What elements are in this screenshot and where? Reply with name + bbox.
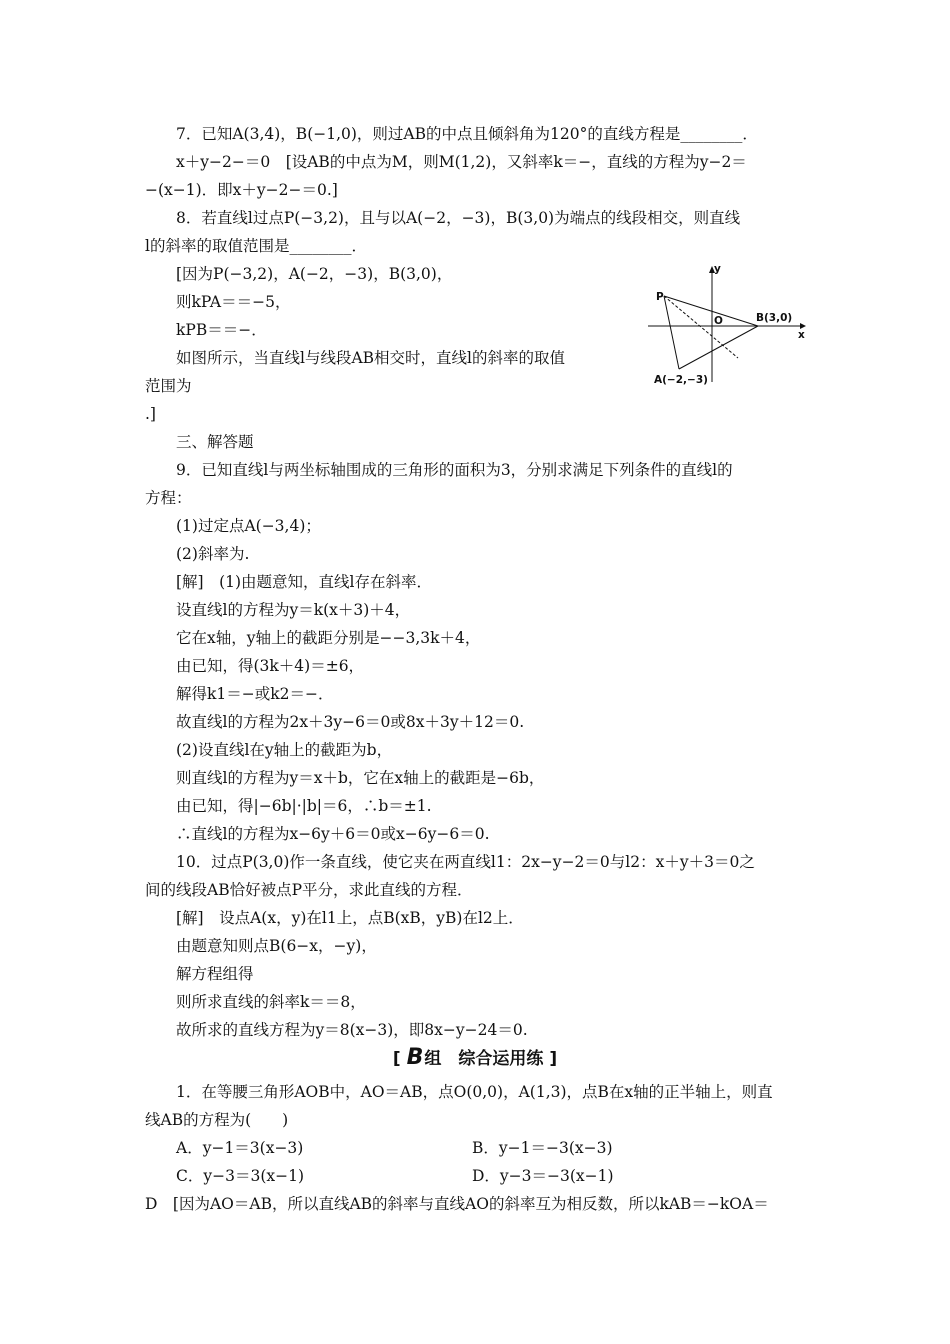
text-line-q8_1: 8．若直线l过点P(−3,2)，且与以A(−2，−3)，B(3,0)为端点的线段相交，则直线 bbox=[176, 209, 741, 227]
text-line-q9_11: (2)设直线l在y轴上的截距为b， bbox=[176, 741, 393, 759]
text-line-b1_1: 1．在等腰三角形AOB中，AO＝AB，点O(0,0)，A(1,3)，点B在x轴的正半轴上，则直 bbox=[176, 1083, 773, 1101]
section-b-heading bbox=[0, 1044, 950, 1070]
label-a: A(−2,−3) bbox=[654, 374, 708, 386]
label-origin: O bbox=[714, 315, 723, 327]
label-y: y bbox=[714, 263, 721, 275]
text-line-q9_13: 由已知，得|−6b|·|b|＝6，∴b＝±1. bbox=[176, 797, 432, 815]
text-line-q9_2: 方程： bbox=[145, 489, 192, 507]
section-title: 组 综合运用练 bbox=[424, 1049, 544, 1069]
option-b: B．y−1＝−3(x−3) bbox=[472, 1139, 613, 1157]
text-line-q9_3: (1)过定点A(−3,4)； bbox=[176, 517, 321, 535]
text-line-q9_5: [解] (1)由题意知，直线l存在斜率． bbox=[176, 573, 433, 591]
text-line-q9_1: 9．已知直线l与两坐标轴围成的三角形的面积为3，分别求满足下列条件的直线l的 bbox=[176, 461, 733, 479]
option-c: C．y−3＝3(x−1) bbox=[176, 1167, 305, 1185]
text-line-b1_2: 线AB的方程为( ) bbox=[145, 1111, 289, 1129]
text-line-q10_7: 故所求的直线方程为y＝8(x−3)，即8x−y−24＝0. bbox=[176, 1021, 528, 1039]
text-line-q8_7: 范围为 bbox=[145, 377, 192, 395]
text-line-q10_3: [解] 设点A(x，y)在l1上，点B(xB，yB)在l2上． bbox=[176, 909, 524, 927]
coordinate-figure bbox=[640, 262, 810, 392]
text-line-q9_7: 它在x轴，y轴上的截距分别是−−3,3k＋4， bbox=[176, 629, 481, 647]
text-line-q9_14: ∴直线l的方程为x−6y＋6＝0或x−6y−6＝0. bbox=[176, 825, 490, 843]
option-a: A．y−1＝3(x−3) bbox=[176, 1139, 304, 1157]
text-line-q8_3: [因为P(−3,2)，A(−2，−3)，B(3,0)， bbox=[176, 265, 453, 283]
segment-pb bbox=[664, 296, 758, 326]
segment-ab bbox=[679, 326, 758, 369]
bracket-open: [ bbox=[392, 1049, 401, 1069]
text-line-q8_6: 如图所示，当直线l与线段AB相交时，直线l的斜率的取值 bbox=[176, 349, 566, 367]
text-line-q10_2: 间的线段AB恰好被点P平分，求此直线的方程． bbox=[145, 881, 473, 899]
text-line-q10_6: 则所求直线的斜率k＝＝8， bbox=[176, 993, 366, 1011]
text-line-q8_5: kPB＝＝−． bbox=[176, 321, 267, 339]
text-line-q9_6: 设直线l的方程为y＝k(x＋3)＋4， bbox=[176, 601, 411, 619]
label-b: B(3,0) bbox=[756, 312, 793, 324]
label-p: P bbox=[656, 291, 664, 303]
text-line-q8_2: l的斜率的取值范围是________． bbox=[145, 237, 367, 255]
text-line-q10_4: 由题意知则点B(6−x，−y)， bbox=[176, 937, 377, 955]
text-line-q7_2: x＋y−2−＝0 [设AB的中点为M，则M(1,2)，又斜率k＝−，直线的方程为y−2＝ bbox=[176, 153, 747, 171]
label-x: x bbox=[798, 329, 805, 341]
text-line-q8_4: 则kPA＝＝−5， bbox=[176, 293, 291, 311]
text-line-q9_8: 由已知，得(3k＋4)＝±6， bbox=[176, 657, 365, 675]
text-line-b1_d: D [因为AO＝AB，所以直线AB的斜率与直线AO的斜率互为相反数，所以kAB＝−kOA＝ bbox=[145, 1195, 769, 1213]
text-line-q9_4: (2)斜率为. bbox=[176, 545, 250, 563]
option-d: D．y−3＝−3(x−1) bbox=[472, 1167, 614, 1185]
text-line-q7_1: 7．已知A(3,4)，B(−1,0)，则过AB的中点且倾斜角为120°的直线方程是________． bbox=[176, 125, 758, 143]
text-line-q7_3: −(x−1)．即x＋y−2−＝0.] bbox=[145, 181, 338, 199]
text-line-q9_12: 则直线l的方程为y＝x＋b，它在x轴上的截距是−6b， bbox=[176, 769, 545, 787]
section-letter: B bbox=[406, 1045, 425, 1070]
text-line-q10_5: 解方程组得 bbox=[176, 965, 254, 983]
text-line-sec3: 三、解答题 bbox=[176, 433, 254, 451]
text-line-q10_1: 10．过点P(3,0)作一条直线，使它夹在两直线l1：2x−y−2＝0与l2：x＋y＋3＝0之 bbox=[176, 853, 755, 871]
text-line-q9_9: 解得k1＝−或k2＝−． bbox=[176, 685, 334, 703]
text-line-q8_8: .] bbox=[145, 405, 156, 423]
bracket-close: ] bbox=[549, 1049, 558, 1069]
text-line-q9_10: 故直线l的方程为2x＋3y−6＝0或8x＋3y＋12＝0. bbox=[176, 713, 525, 731]
